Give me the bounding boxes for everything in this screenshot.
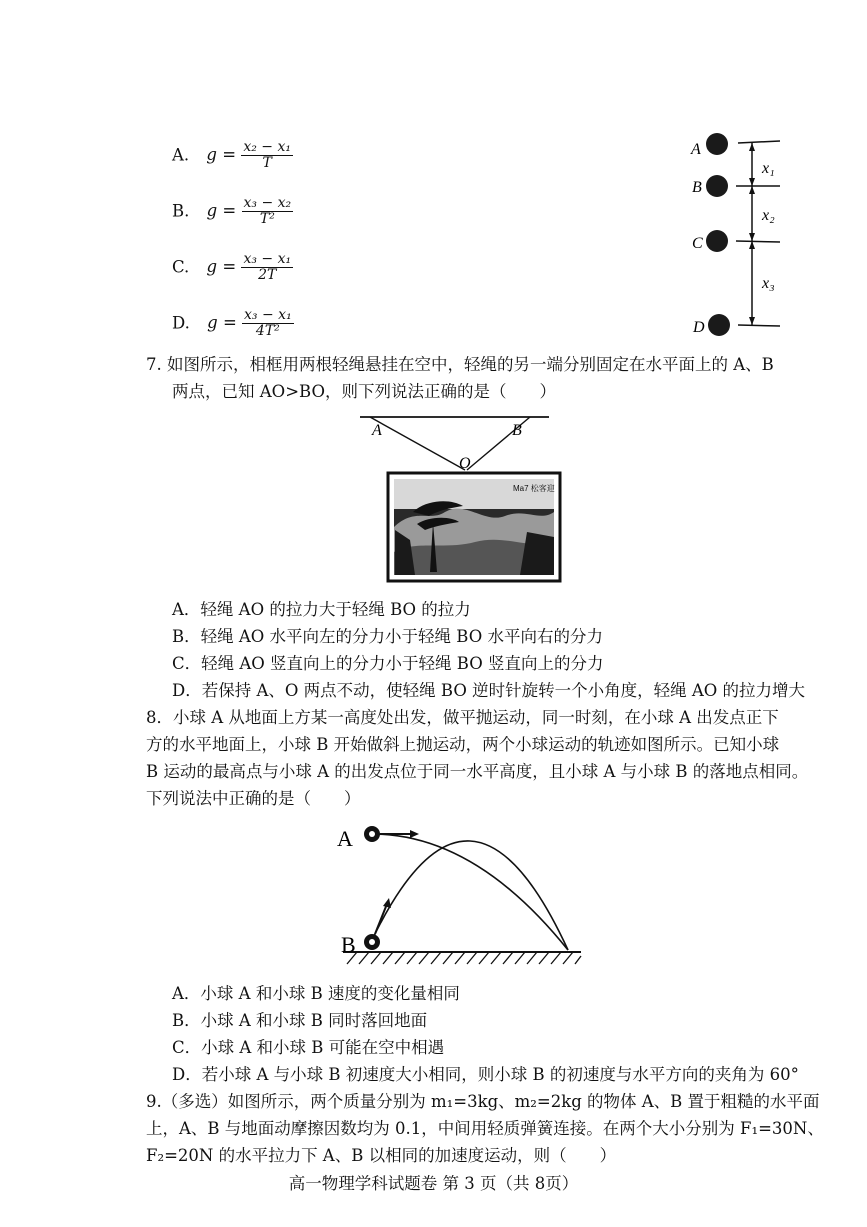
q8-option-a: A．小球 A 和小球 B 速度的变化量相同 — [172, 984, 460, 1003]
label-x3: x₃ — [762, 275, 775, 292]
trajectory-b — [372, 841, 568, 950]
fraction: $\frac{\text{x₃ − x₁}}{2T}$ — [243, 251, 292, 284]
q7-option-d: D．若保持 A、O 两点不动，使轻绳 BO 逆时针旋转一个小角度，轻绳 AO 的拉力增大 — [172, 681, 806, 700]
label-x1: x₁ — [762, 160, 775, 177]
trajectory-a — [372, 834, 568, 950]
q7-option-b: B．轻绳 AO 水平向左的分力小于轻绳 BO 水平向右的分力 — [172, 627, 604, 646]
ball-d — [708, 314, 730, 336]
fraction: $\frac{\text{x₃ − x₁}}{\text{4T²}}$ — [244, 307, 292, 340]
q9-stem: 9.（多选）如图所示，两个质量分别为 m₁=3kg、m₂=2kg 的物体 A、B 置于粗糙的水平面 上，A、B 与地面动摩擦因数均为 0.1，中间用轻质弹簧连接。在两个大小分别为 F₁=30N、 F₂=20N 的水平拉力下 A、B 以相同的加速度运动，则（ ） — [146, 1092, 824, 1165]
q8-option-d: D．若小球 A 与小球 B 初速度大小相同，则小球 B 的初速度与水平方向的夹角为 60° — [172, 1065, 799, 1084]
ball-b — [706, 175, 728, 197]
fraction: $\frac{\text{x₂ − x₁}}{T}$ — [243, 139, 291, 172]
q6-option-b: B. g = $\frac{\text{x₃ − x₂}}{\text{T²}}$ — [172, 195, 292, 228]
q6-option-d: D. g = $\frac{\text{x₃ − x₁}}{\text{4T²}}$ — [172, 307, 292, 340]
ball-c — [706, 230, 728, 252]
q7-stem: 7. 如图所示，相框用两根轻绳悬挂在空中，轻绳的另一端分别固定在水平面上的 A、B 两点，已知 AO>BO，则下列说法正确的是（ ） — [146, 355, 774, 401]
label-a: A — [372, 422, 382, 439]
q8-options — [172, 980, 799, 1088]
label-a: A — [337, 826, 353, 851]
landscape-art — [394, 479, 554, 575]
ground-hatching — [347, 952, 581, 964]
q8-option-c: C．小球 A 和小球 B 可能在空中相遇 — [172, 1038, 445, 1057]
frame-caption: Ma7 松客迎 — [513, 484, 555, 493]
label-b: B — [512, 422, 522, 439]
label-x2: x₂ — [762, 207, 775, 224]
q7-options — [172, 596, 805, 704]
q8-stem: 8．小球 A 从地面上方某一高度处出发，做平抛运动，同一时刻，在小球 A 出发点正下 方的水平地面上，小球 B 开始做斜上抛运动，两个小球运动的轨迹如图所示。已知小球 B 运动的最高点与小球 A 的出发点位于同一水平高度，且小球 A 与小球 B 的落地点相同。 下列说法中正确的是（ ） — [146, 708, 809, 808]
ball-a — [706, 133, 728, 155]
label-o: O — [459, 455, 471, 472]
label-b: B — [341, 932, 356, 957]
q6-option-c: C. g = $\frac{\text{x₃ − x₁}}{2T}$ — [172, 251, 292, 284]
fraction: $\frac{\text{x₃ − x₂}}{\text{T²}}$ — [243, 195, 292, 228]
q7-option-c: C．轻绳 AO 竖直向上的分力小于轻绳 BO 竖直向上的分力 — [172, 654, 604, 673]
q6-option-a: A. g = $\frac{\text{x₂ − x₁}}{T}$ — [172, 139, 291, 172]
q8-figure — [335, 812, 590, 972]
q8-option-b: B．小球 A 和小球 B 同时落回地面 — [172, 1011, 428, 1030]
q7-option-a: A．轻绳 AO 的拉力大于轻绳 BO 的拉力 — [172, 600, 471, 619]
page-footer: 高一物理学科试题卷 第 3 页（共 8页） — [288, 1174, 579, 1193]
label-c: C — [692, 235, 703, 252]
label-d: D — [693, 319, 705, 336]
label-b: B — [692, 179, 702, 196]
q7-figure — [355, 412, 570, 587]
q6-figure — [680, 120, 800, 345]
velocity-arrow-b — [375, 904, 387, 934]
label-a: A — [691, 141, 701, 158]
